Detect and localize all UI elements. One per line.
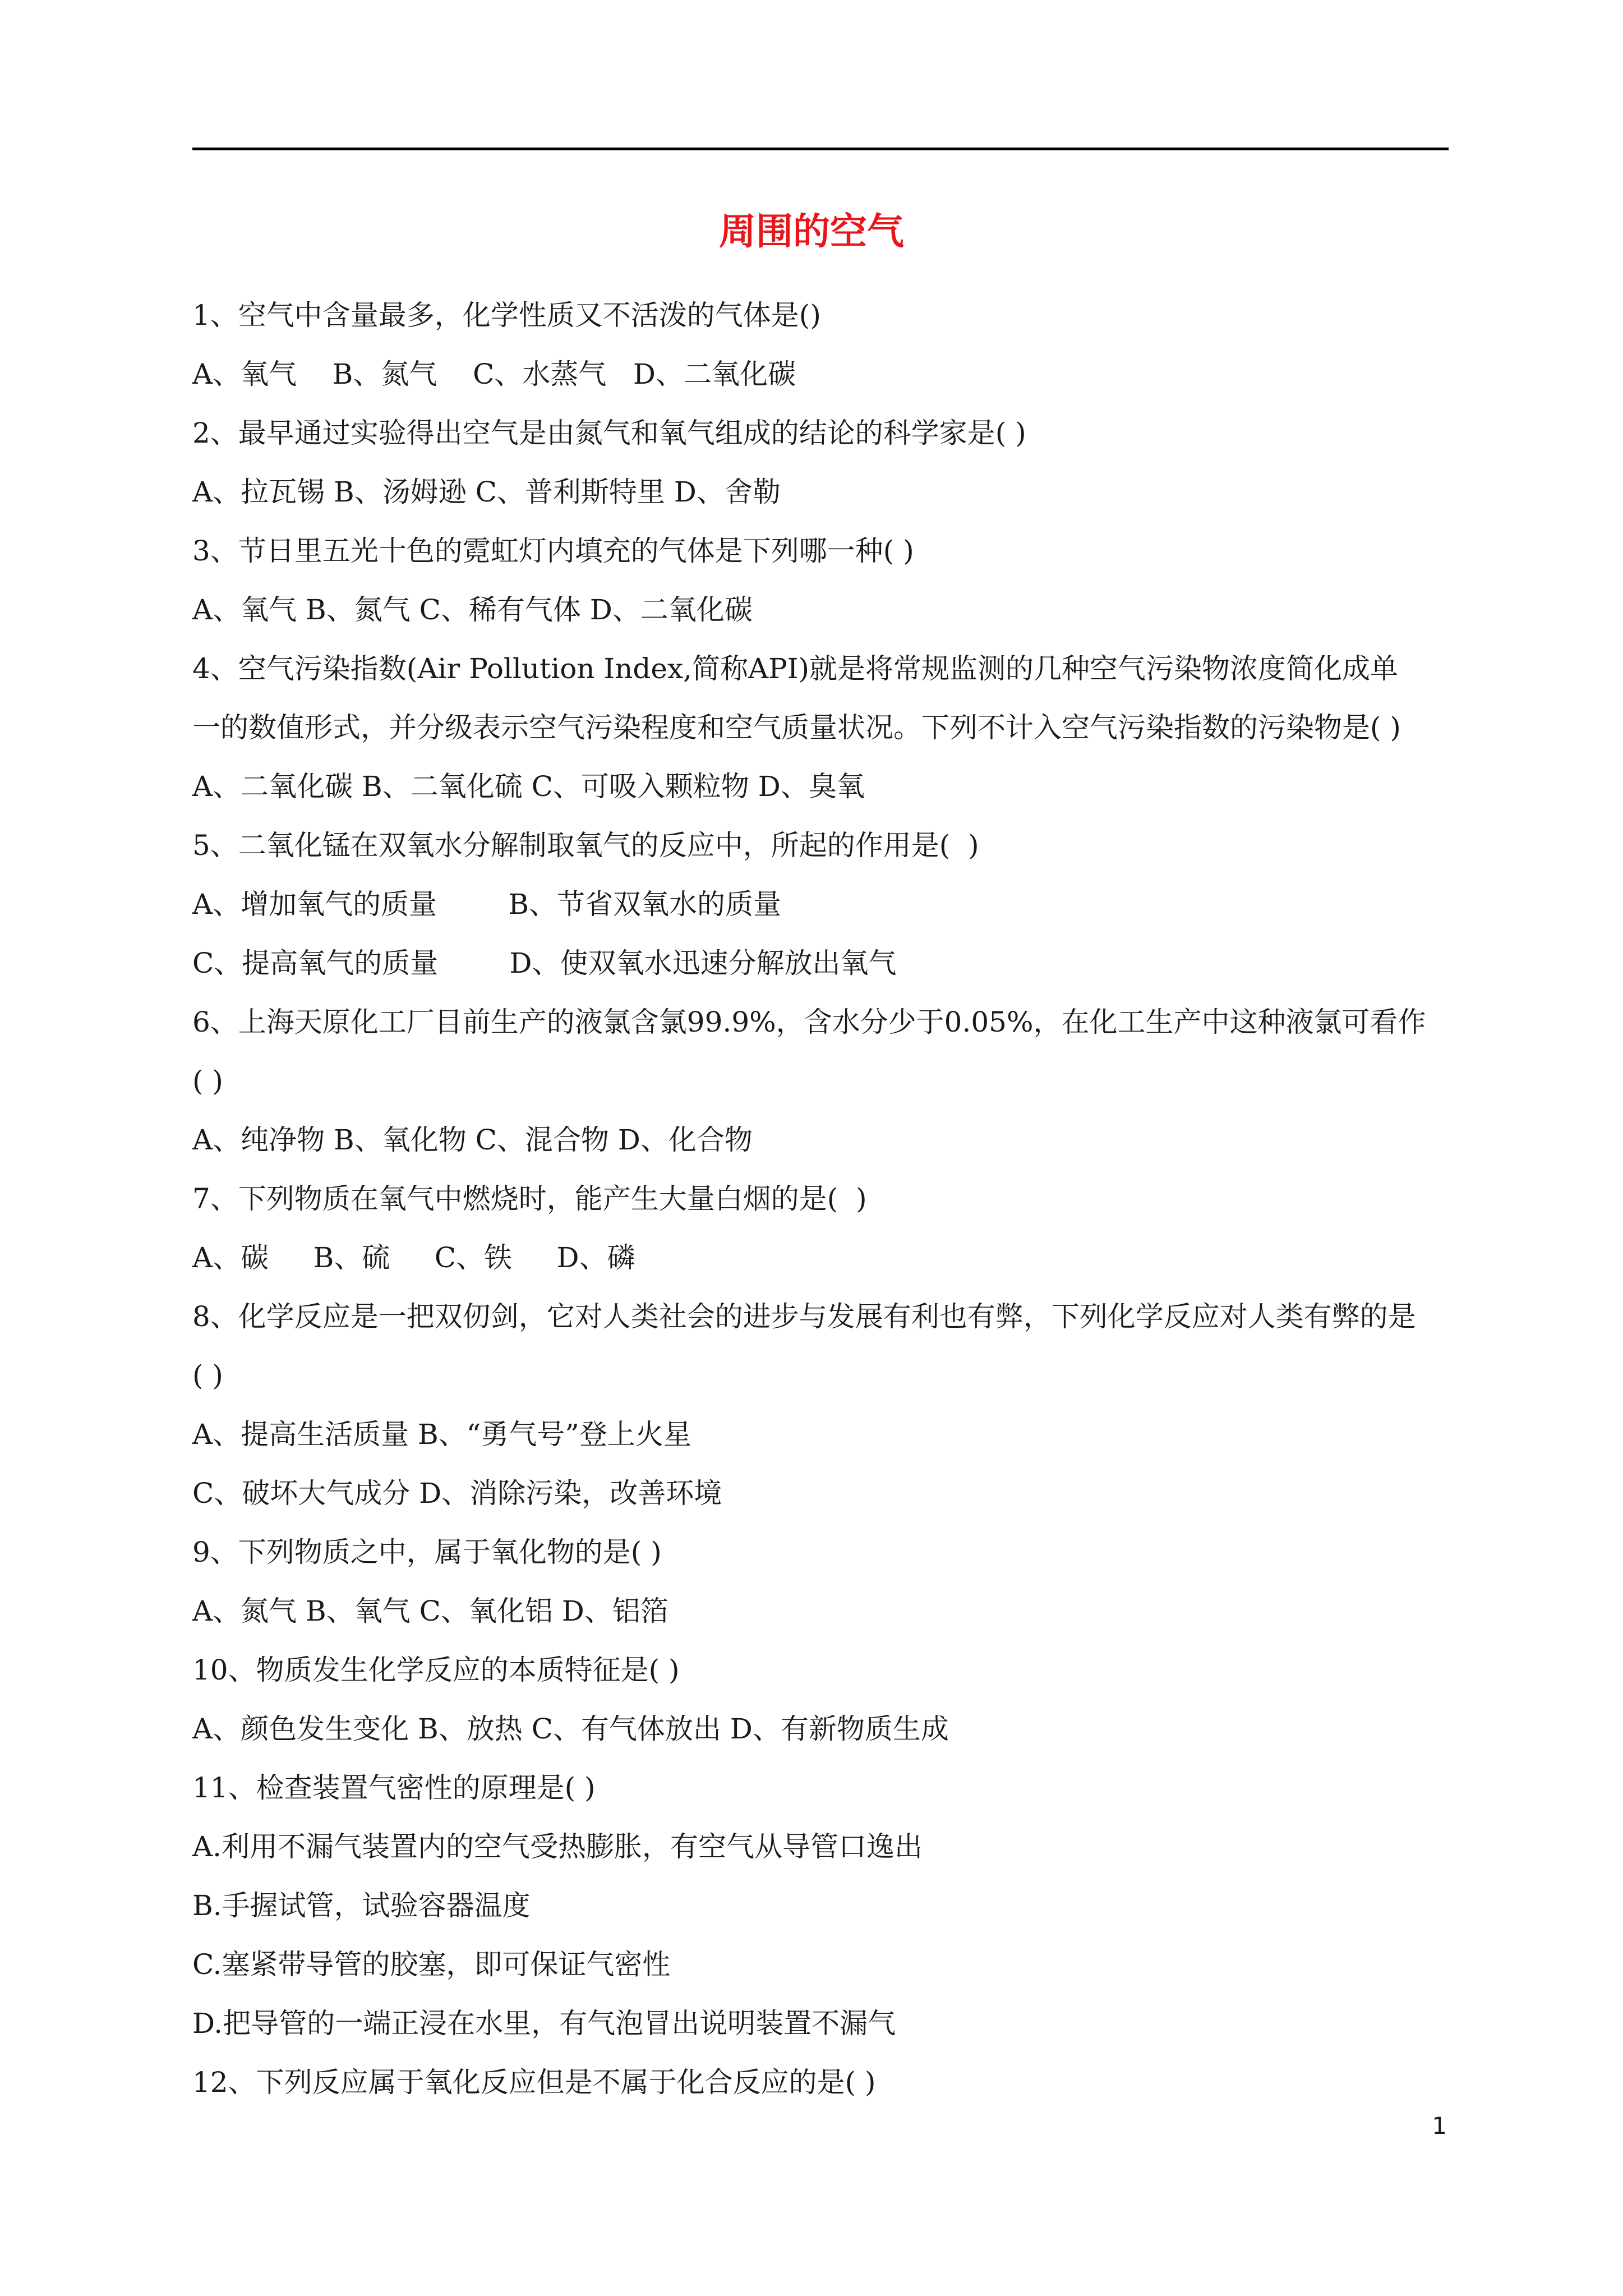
text-line: 8、化学反应是一把双仞剑，它对人类社会的进步与发展有利也有弊，下列化学反应对人类有弊的是 [192,1300,1416,1333]
text-line: 4、空气污染指数(Air Pollution Index,简称API)就是将常规监测的几种空气污染物浓度简化成单 [192,652,1399,685]
text-line: A、氧气 B、氮气 C、水蒸气 D、二氧化碳 [192,358,796,390]
text-line: 9、下列物质之中，属于氧化物的是( ) [192,1536,662,1568]
text-line: A.利用不漏气装置内的空气受热膨胀，有空气从导管口逸出 [192,1830,923,1863]
text-line: A、氮气 B、氧气 C、氧化铝 D、铝箔 [192,1595,668,1627]
text-line: B.手握试管，试验容器温度 [192,1889,531,1922]
text-line: 3、节日里五光十色的霓虹灯内填充的气体是下列哪一种( ) [192,535,914,567]
text-line: A、拉瓦锡 B、汤姆逊 C、普利斯特里 D、舍勒 [192,476,781,508]
text-line: C、提高氧气的质量 D、使双氧水迅速分解放出氧气 [192,947,897,979]
text-line: A、增加氧气的质量 B、节省双氧水的质量 [192,888,781,921]
text-line: C、破坏大气成分 D、消除污染，改善环境 [192,1477,722,1510]
text-line: 一的数值形式，并分级表示空气污染程度和空气质量状况。下列不计入空气污染指数的污染物是( ) [192,711,1401,744]
text-line: 10、物质发生化学反应的本质特征是( ) [192,1654,680,1686]
text-line: 12、下列反应属于氧化反应但是不属于化合反应的是( ) [192,2066,876,2099]
text-line: 11、检查装置气密性的原理是( ) [192,1772,596,1804]
text-line: A、提高生活质量 B、“勇气号”登上火星 [192,1418,691,1451]
document-body [192,286,1449,2112]
text-line: ( ) [192,1359,223,1392]
text-line: 5、二氧化锰在双氧水分解制取氧气的反应中，所起的作用是( ) [192,829,979,862]
text-line: A、碳 B、硫 C、铁 D、磷 [192,1241,635,1274]
header-rule [192,148,1449,150]
text-line: A、颜色发生变化 B、放热 C、有气体放出 D、有新物质生成 [192,1713,949,1745]
text-line: 6、上海天原化工厂目前生产的液氯含氯99.9%，含水分少于0.05%，在化工生产中这种液氯可看作 [192,1006,1426,1038]
text-line: ( ) [192,1065,223,1097]
text-line: D.把导管的一端正浸在水里，有气泡冒出说明装置不漏气 [192,2007,896,2040]
text-line: 2、最早通过实验得出空气是由氮气和氧气组成的结论的科学家是( ) [192,417,1026,449]
text-line: A、氧气 B、氮气 C、稀有气体 D、二氧化碳 [192,593,753,626]
text-line: A、二氧化碳 B、二氧化硫 C、可吸入颗粒物 D、臭氧 [192,770,865,803]
text-line: C.塞紧带导管的胶塞，即可保证气密性 [192,1948,671,1981]
text-line: 1、空气中含量最多，化学性质又不活泼的气体是() [192,299,821,332]
document-title: 周围的空气 [719,210,904,253]
text-line: A、纯净物 B、氧化物 C、混合物 D、化合物 [192,1124,753,1156]
page-number: 1 [1432,2112,1447,2139]
text-line: 7、下列物质在氧气中燃烧时，能产生大量白烟的是( ) [192,1182,867,1215]
